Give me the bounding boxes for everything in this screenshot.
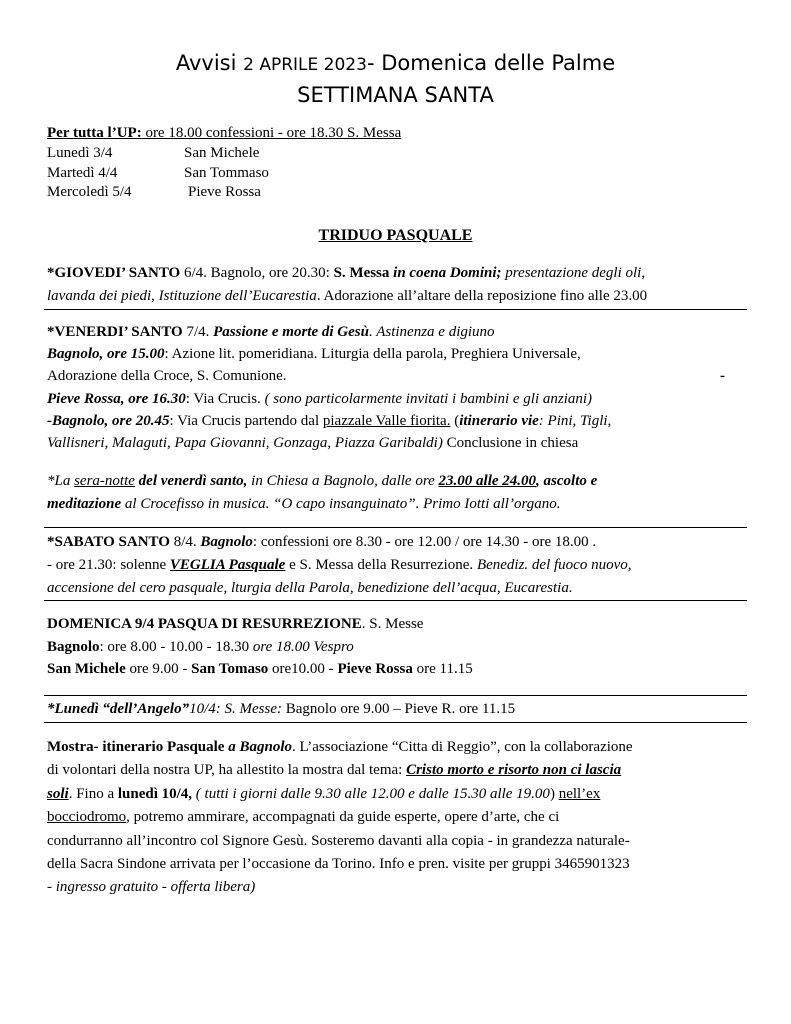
venerdi-santo-block: *VENERDI’ SANTO 7/4. Passione e morte di Gesù. Astinenza e digiuno Bagnolo, ore 15.00: Azione lit. pomeridiana. Liturgia della parola, Preghiera Universale, Adorazione della Croce, S. Comunione. - Pieve Rossa, ore 16.30: Via Crucis. ( sono particolarmente invitati i bambini e gli anziani) -Bagnolo, ore 20.45: Via Crucis partendo dal piazzale Valle fiorita. (itinerario vie: Pini, Tigli, Vallisneri, Malaguti, Papa Giovanni, Gonzaga, Piazza Garibaldi) Conclusione in chiesa <box>47 324 725 452</box>
giovedi-santo-block: *GIOVEDI’ SANTO 6/4. Bagnolo, ore 20.30: S. Messa in coena Domini; presentazione degli oli, lavanda dei piedi, Istituzione dell’Eucarestia. Adorazione all’altare della reposizione fino alle 23.00 <box>47 265 648 304</box>
sera-notte-note: *La sera-notte del venerdì santo, in Chiesa a Bagnolo, dalle ore 23.00 alle 24.00, ascolto e meditazione al Crocefisso in musica. “O capo insanguinato”. Primo Iotti all’organo. <box>47 473 598 512</box>
divider <box>44 695 747 696</box>
up-times: ore 18.00 confessioni - ore 18.30 S. Messa <box>141 125 402 141</box>
page-subtitle: SETTIMANA SANTA <box>297 83 494 107</box>
divider <box>44 722 747 723</box>
title-prefix: Avvisi <box>175 51 244 75</box>
domenica-pasqua-block: DOMENICA 9/4 PASQUA DI RESURREZIONE. S. Messe Bagnolo: ore 8.00 - 10.00 - 18.30 ore 18.00 Vespro San Michele ore 9.00 - San Tomaso ore10.00 - Pieve Rossa ore 11.15 <box>47 616 473 677</box>
mostra-block: Mostra- itinerario Pasquale a Bagnolo. L’associazione “Citta di Reggio”, con la collaborazione di volontari della nostra UP, ha allestito la mostra dal tema: Cristo morto e risorto non ci lascia soli. Fino a lunedì 10/4, ( tutti i giorni dalle 9.30 alle 12.00 e dalle 15.30 alle 19.00) nell’ex bocciodromo, potremo ammirare, accompagnati da guide esperte, opere d’arte, che ci condurranno all’incontro col Signore Gesù. Sosteremo davanti alla copia - in grandezza naturale- della Sacra Sindone arrivata per l’occasione da Torino. Info e pren. visite per gruppi 3465901323 - ingresso gratuito - offerta libera) <box>47 739 633 896</box>
up-schedule-heading <box>47 124 747 144</box>
title-date: 2 APRILE 2023 <box>243 55 367 75</box>
triduo-heading: TRIDUO PASQUALE <box>318 227 473 244</box>
up-label: Per tutta l’UP: <box>47 125 142 141</box>
lunedi-angelo-block: *Lunedì “dell’Angelo”10/4: S. Messe: Bagnolo ore 9.00 – Pieve R. ore 11.15 <box>47 701 516 717</box>
title-suffix: - Domenica delle Palme <box>366 51 616 75</box>
divider <box>44 527 747 528</box>
divider <box>44 309 747 310</box>
sabato-santo-block: *SABATO SANTO 8/4. Bagnolo: confessioni ore 8.30 - ore 12.00 / ore 14.30 - ore 18.00 . - ore 21.30: solenne VEGLIA Pasquale e S. Messa della Resurrezione. Benediz. del fuoco nuovo, accensione del cero pasquale, lturgia della Parola, benedizione dell’acqua, Eucarestia. <box>47 534 632 596</box>
page-title <box>0 48 791 80</box>
divider <box>44 600 747 601</box>
bulletin-page: Avvisi 2 APRILE 2023- Domenica delle Palme SETTIMANA SANTA Per tutta l’UP: ore 18.00 confessioni - ore 18.30 S. Messa Lunedì 3/4 San Michele Martedì 4/4 San Tommaso Mercoledì 5/4 Pieve Rossa TRIDUO PASQUALE *GIOVEDI’ SANTO 6/4. Bagnolo, ore 20.30: S. Messa in coena Domini; presentazione degli oli, lavanda dei piedi, Istituzione dell’Eucarestia. Adorazione all’altare della reposizione fino alle 23.00 *VENERDI’ SANTO 7/4. Passione e morte di Gesù. Astinenza e digiuno Bagnolo, ore 15.00: Azione lit. pomeridiana. Liturgia della parola, Preghiera Universale, Adorazione della Croce, S. Comunione. - Pieve Rossa, ore 16.30: Via Crucis. ( sono particolarmente invitati i bambini e gli anziani) -Bagnolo, ore 20.45: Via Crucis partendo dal piazzale Valle fiorita. (itinerario vie: Pini, Tigli, Vallisneri, Malaguti, Papa Giovanni, Gonzaga, Piazza Garibaldi) Conclusione in chiesa *La sera-notte del venerdì santo, in Chiesa a Bagnolo, dalle ore 23.00 alle 24.00, ascolto e meditazione al Crocefisso in musica. “O capo insanguinato”. Primo Iotti all’organo. *SABATO SANTO 8/4. Bagnolo: confessioni ore 8.30 - ore 12.00 / ore 14.30 - ore 18.00 . - ore 21.30: solenne VEGLIA Pasquale e S. Messa della Resurrezione. Benediz. del fuoco nuovo, accensione del cero pasquale, lturgia della Parola, benedizione dell’acqua, Eucarestia. DOMENICA 9/4 PASQUA DI RESURREZIONE. S. Messe Bagnolo: ore 8.00 - 10.00 - 18.30 ore 18.00 Vespro San Michele ore 9.00 - San Tomaso ore10.00 - Pieve Rossa ore 11.15 *Lunedì “dell’Angelo”10/4: S. Messe: Bagnolo ore 9.00 – Pieve R. ore 11.15 Mostra- itinerario Pasquale a Bagnolo. L’associazione “Citta di Reggio”, con la collaborazione di volontari della nostra UP, ha allestito la mostra dal tema: Cristo morto e risorto non ci lascia soli. Fino a lunedì 10/4, ( tutti i giorni dalle 9.30 alle 12.00 e dalle 15.30 alle 19.00) nell’ex bocciodromo, potremo ammirare, accompagnati da guide esperte, opere d’arte, che ci condurranno all’incontro col Signore Gesù. Sosteremo davanti alla copia - in grandezza naturale- della Sacra Sindone arrivata per l’occasione da Torino. Info e pren. visite per gruppi 3465901323 - ingresso gratuito - offerta libera) <box>0 0 791 1024</box>
